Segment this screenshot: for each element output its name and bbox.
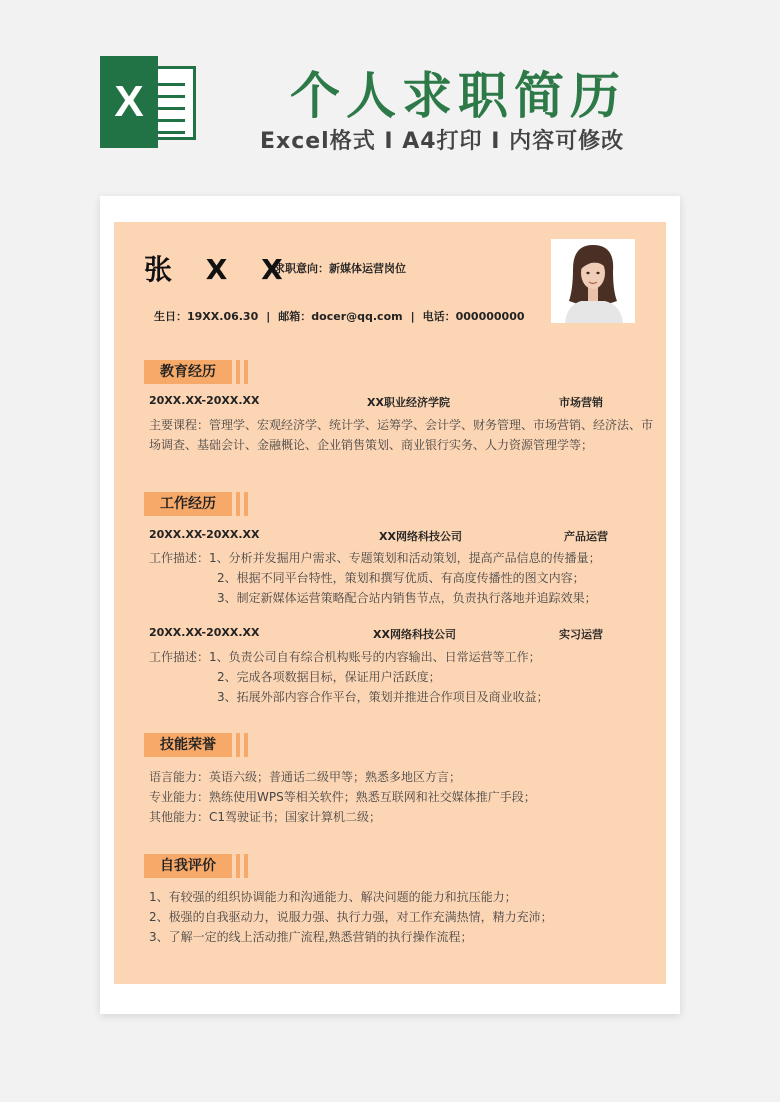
section-title: 教育经历 bbox=[144, 360, 232, 384]
education-major: 市场营销 bbox=[559, 396, 603, 409]
education-courses: 主要课程：管理学、宏观经济学、统计学、运筹学、会计学、财务管理、市场营销、经济法、市 bbox=[149, 418, 654, 432]
job-row bbox=[149, 626, 609, 642]
contact-separator: | bbox=[410, 310, 415, 323]
excel-logo-letter: X bbox=[100, 56, 158, 148]
header-accent-bar bbox=[236, 733, 240, 757]
job-intention: 求职意向：新媒体运营岗位 bbox=[274, 262, 406, 275]
job-position: 实习运营 bbox=[559, 628, 603, 641]
resume-sheet bbox=[114, 222, 666, 984]
job-row bbox=[149, 528, 609, 544]
contact-info bbox=[154, 308, 525, 324]
job-company: XX网络科技公司 bbox=[373, 628, 456, 641]
excel-icon bbox=[100, 56, 198, 148]
skill-line: 其他能力：C1驾驶证书；国家计算机二级； bbox=[149, 810, 382, 824]
section-title: 工作经历 bbox=[144, 492, 232, 516]
self-eval-line: 2、极强的自我驱动力，说服力强、执行力强，对工作充满热情，精力充沛； bbox=[149, 910, 553, 924]
self-eval-line: 1、有较强的组织协调能力和沟通能力、解决问题的能力和抗压能力； bbox=[149, 890, 517, 904]
resume-paper bbox=[100, 196, 680, 1014]
page-title: 个人求职简历 bbox=[290, 67, 626, 125]
header-accent-bar bbox=[236, 854, 240, 878]
page-subtitle: Excel格式 I A4打印 I 内容可修改 bbox=[260, 129, 625, 154]
job-description: 2、完成各项数据目标，保证用户活跃度； bbox=[217, 670, 441, 684]
header-accent-bar bbox=[244, 854, 248, 878]
job-description: 3、拓展外部内容合作平台，策划并推进合作项目及商业收益； bbox=[217, 690, 549, 704]
job-description: 工作描述：1、负责公司自有综合机构账号的内容输出、日常运营等工作； bbox=[149, 650, 541, 664]
contact-separator: | bbox=[266, 310, 271, 323]
education-row bbox=[149, 394, 609, 410]
self-eval-line: 3、了解一定的线上活动推广流程,熟悉营销的执行操作流程； bbox=[149, 930, 473, 944]
section-header-education bbox=[144, 360, 252, 384]
candidate-name: 张 X X bbox=[144, 253, 295, 286]
profile-photo bbox=[551, 239, 635, 323]
header-accent-bar bbox=[244, 492, 248, 516]
job-position: 产品运营 bbox=[564, 530, 608, 543]
education-date: 20XX.XX-20XX.XX bbox=[149, 394, 260, 407]
skill-line: 语言能力：英语六级；普通话二级甲等；熟悉多地区方言； bbox=[149, 770, 462, 784]
section-header-self-evaluation bbox=[144, 854, 252, 878]
job-date: 20XX.XX-20XX.XX bbox=[149, 528, 260, 541]
email: 邮箱：docer@qq.com bbox=[278, 310, 403, 323]
section-header-work bbox=[144, 492, 252, 516]
phone: 电话：000000000 bbox=[422, 310, 525, 323]
job-description: 工作描述：1、分析并发掘用户需求、专题策划和活动策划，提高产品信息的传播量； bbox=[149, 551, 601, 565]
section-header-skills bbox=[144, 733, 252, 757]
skill-line: 专业能力：熟练使用WPS等相关软件；熟悉互联网和社交媒体推广手段； bbox=[149, 790, 536, 804]
header-accent-bar bbox=[236, 492, 240, 516]
header-accent-bar bbox=[244, 733, 248, 757]
job-company: XX网络科技公司 bbox=[379, 530, 462, 543]
header-accent-bar bbox=[236, 360, 240, 384]
portrait-illustration bbox=[551, 239, 635, 323]
section-title: 技能荣誉 bbox=[144, 733, 232, 757]
education-school: XX职业经济学院 bbox=[367, 396, 450, 409]
section-title: 自我评价 bbox=[144, 854, 232, 878]
job-description: 3、制定新媒体运营策略配合站内销售节点，负责执行落地并追踪效果； bbox=[217, 591, 597, 605]
education-courses: 场调查、基础会计、金融概论、企业销售策划、商业银行实务、人力资源管理学等； bbox=[149, 438, 594, 452]
birthday: 生日：19XX.06.30 bbox=[154, 310, 259, 323]
job-description: 2、根据不同平台特性，策划和撰写优质、有高度传播性的图文内容； bbox=[217, 571, 585, 585]
job-date: 20XX.XX-20XX.XX bbox=[149, 626, 260, 639]
header-accent-bar bbox=[244, 360, 248, 384]
